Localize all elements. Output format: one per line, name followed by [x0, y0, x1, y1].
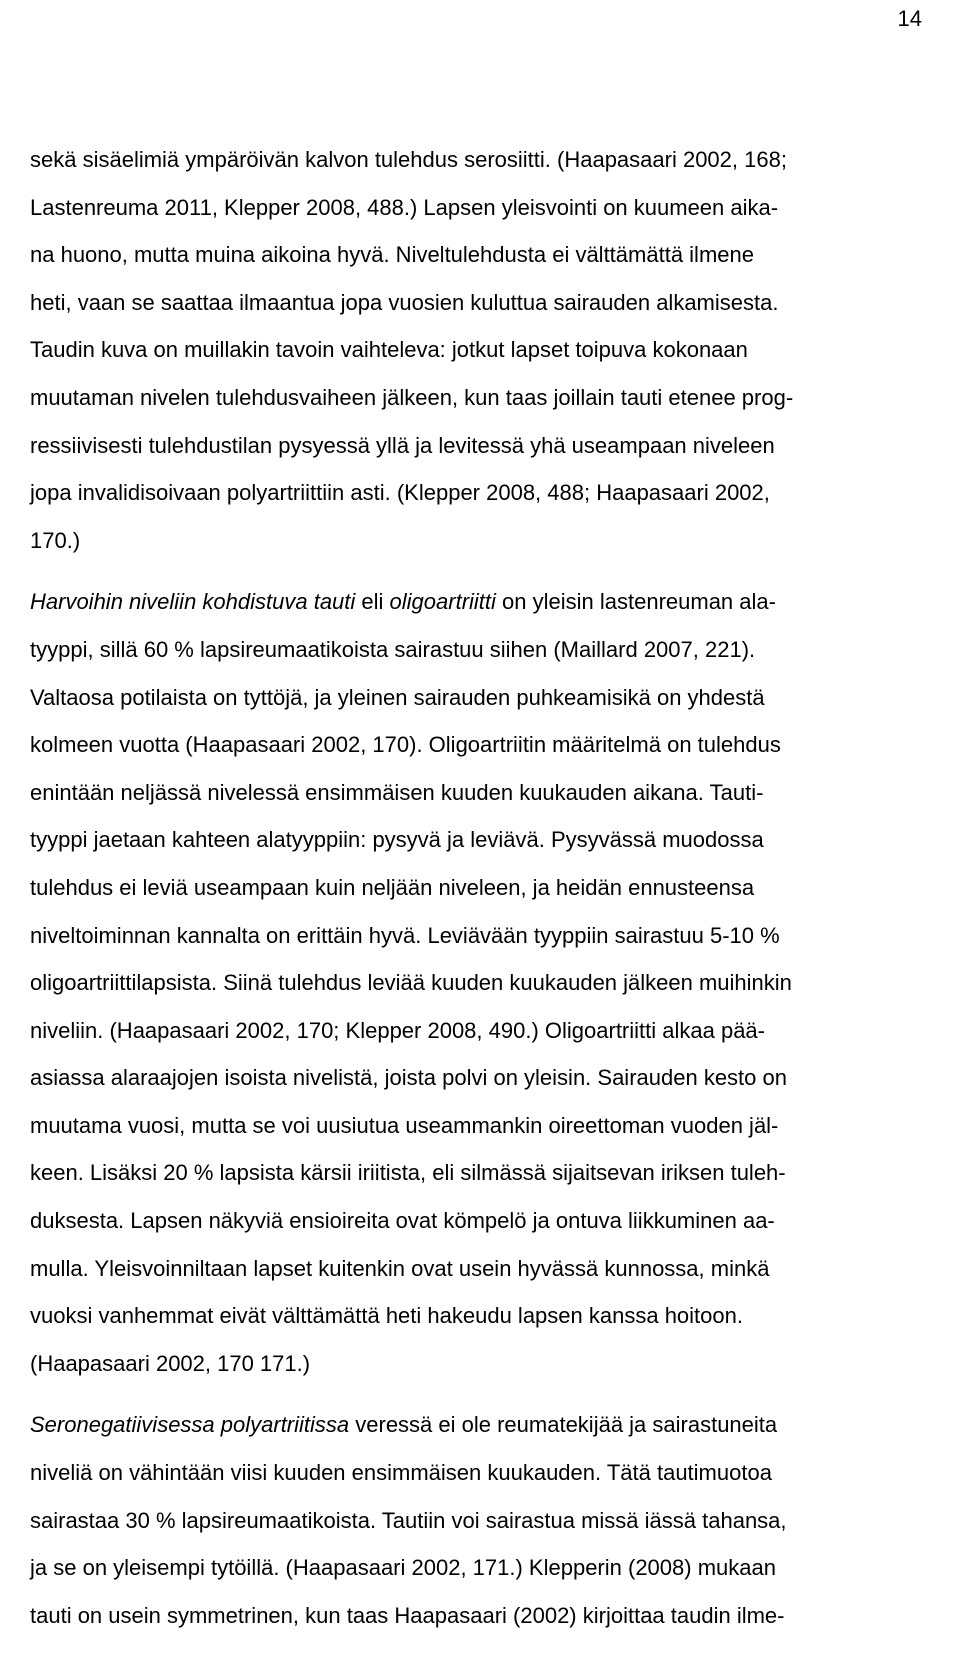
text-line [30, 1054, 900, 1102]
text-run: niveliin. (Haapasaari 2002, 170; Klepper 2008, 490.) Oligoartriitti alkaa pää- [30, 1017, 765, 1043]
text-run: muutama vuosi, mutta se voi uusiutua useammankin oireettoman vuoden jäl- [30, 1112, 779, 1138]
text-line [30, 912, 900, 960]
paragraph [30, 1401, 900, 1639]
text-run: jopa invalidisoivaan polyartriittiin asti. (Klepper 2008, 488; Haapasaari 2002, [30, 480, 770, 506]
text-line [30, 578, 900, 626]
text-run: sairastaa 30 % lapsireumaatikoista. Tautiin voi sairastua missä iässä tahansa, [30, 1507, 787, 1533]
text-run: ressiivisesti tulehdustilan pysyessä yllä ja levitessä yhä useampaan niveleen [30, 432, 775, 458]
text-run: eli [355, 589, 390, 615]
text-line [30, 769, 900, 817]
text-run: tauti on usein symmetrinen, kun taas Haapasaari (2002) kirjoittaa taudin ilme- [30, 1602, 785, 1628]
text-run: 170.) [30, 527, 81, 553]
text-line [30, 1149, 900, 1197]
paragraph [30, 136, 900, 564]
text-run: asiassa alaraajojen isoista nivelistä, joista polvi on yleisin. Sairauden kesto on [30, 1065, 787, 1091]
text-line [30, 1197, 900, 1245]
text-run: on yleisin lastenreuman ala- [495, 589, 776, 615]
text-run: keen. Lisäksi 20 % lapsista kärsii iriitista, eli silmässä sijaitsevan iriksen tuleh- [30, 1160, 786, 1186]
text-line [30, 184, 900, 232]
text-run: duksesta. Lapsen näkyviä ensioireita ovat kömpelö ja ontuva liikkuminen aa- [30, 1208, 775, 1234]
text-run: Taudin kuva on muillakin tavoin vaihteleva: jotkut lapset toipuva kokonaan [30, 337, 748, 363]
text-line [30, 1544, 900, 1592]
text-run: sekä sisäelimiä ympäröivän kalvon tulehdus serosiitti. (Haapasaari 2002, 168; [30, 147, 787, 172]
text-run: Lastenreuma 2011, Klepper 2008, 488.) Lapsen yleisvointi on kuumeen aika- [30, 194, 779, 220]
text-line [30, 517, 900, 565]
text-run: vuoksi vanhemmat eivät välttämättä heti hakeudu lapsen kanssa hoitoon. [30, 1303, 743, 1329]
text-line [30, 816, 900, 864]
text-run: tyyppi jaetaan kahteen alatyyppiin: pysyvä ja leviävä. Pysyvässä muodossa [30, 827, 764, 853]
text-line [30, 231, 900, 279]
text-line [30, 1497, 900, 1545]
text-line [30, 1401, 900, 1449]
text-line [30, 959, 900, 1007]
text-run: tulehdus ei leviä useampaan kuin neljään niveleen, ja heidän ennusteensa [30, 874, 755, 900]
text-line [30, 326, 900, 374]
text-line [30, 1292, 900, 1340]
text-line [30, 626, 900, 674]
text-run: ja se on yleisempi tytöillä. (Haapasaari 2002, 171.) Klepperin (2008) mukaan [30, 1555, 776, 1581]
page-number: 14 [897, 6, 922, 31]
text-run: niveltoiminnan kannalta on erittäin hyvä. Leviävään tyyppiin sairastuu 5-10 % [30, 922, 780, 948]
text-run: veressä ei ole reumatekijää ja sairastuneita [349, 1412, 778, 1438]
text-run: enintään neljässä nivelessä ensimmäisen kuuden kuukauden aikana. Tauti- [30, 779, 764, 805]
text-line [30, 721, 900, 769]
text-run: tyyppi, sillä 60 % lapsireumaatikoista sairastuu siihen (Maillard 2007, 221). [30, 636, 756, 662]
italic-term: Seronegatiivisessa polyartriitissa [30, 1412, 350, 1438]
paragraph-gap [30, 1387, 900, 1401]
text-line [30, 1007, 900, 1055]
text-line [30, 279, 900, 327]
text-run: oligoartriittilapsista. Siinä tulehdus leviää kuuden kuukauden jälkeen muihinkin [30, 970, 792, 996]
text-line [30, 674, 900, 722]
italic-term: oligoartriitti [389, 589, 496, 615]
italic-term: Harvoihin niveliin kohdistuva tauti [30, 589, 356, 615]
text-line [30, 374, 900, 422]
text-run: heti, vaan se saattaa ilmaantua jopa vuosien kuluttua sairauden alkamisesta. [30, 289, 779, 315]
text-line [30, 469, 900, 517]
text-run: muutaman nivelen tulehdusvaiheen jälkeen, kun taas joillain tauti etenee prog- [30, 384, 794, 410]
text-run: kolmeen vuotta (Haapasaari 2002, 170). Oligoartriitin määritelmä on tulehdus [30, 732, 781, 758]
text-line [30, 136, 900, 184]
text-line [30, 1340, 900, 1388]
text-run: na huono, mutta muina aikoina hyvä. Niveltulehdusta ei välttämättä ilmene [30, 242, 754, 268]
text-run: Valtaosa potilaista on tyttöjä, ja yleinen sairauden puhkeamisikä on yhdestä [30, 684, 765, 710]
text-line [30, 864, 900, 912]
paragraph-gap [30, 564, 900, 578]
text-run: mulla. Yleisvoinniltaan lapset kuitenkin ovat usein hyvässä kunnossa, minkä [30, 1255, 770, 1281]
text-line [30, 1102, 900, 1150]
text-line [30, 422, 900, 470]
text-run: (Haapasaari 2002, 170 171.) [30, 1350, 311, 1376]
text-line [30, 1592, 900, 1640]
text-line [30, 1449, 900, 1497]
document-body [30, 136, 900, 1639]
text-line [30, 1245, 900, 1293]
text-run: niveliä on vähintään viisi kuuden ensimmäisen kuukauden. Tätä tautimuotoa [30, 1460, 772, 1486]
paragraph [30, 578, 900, 1387]
